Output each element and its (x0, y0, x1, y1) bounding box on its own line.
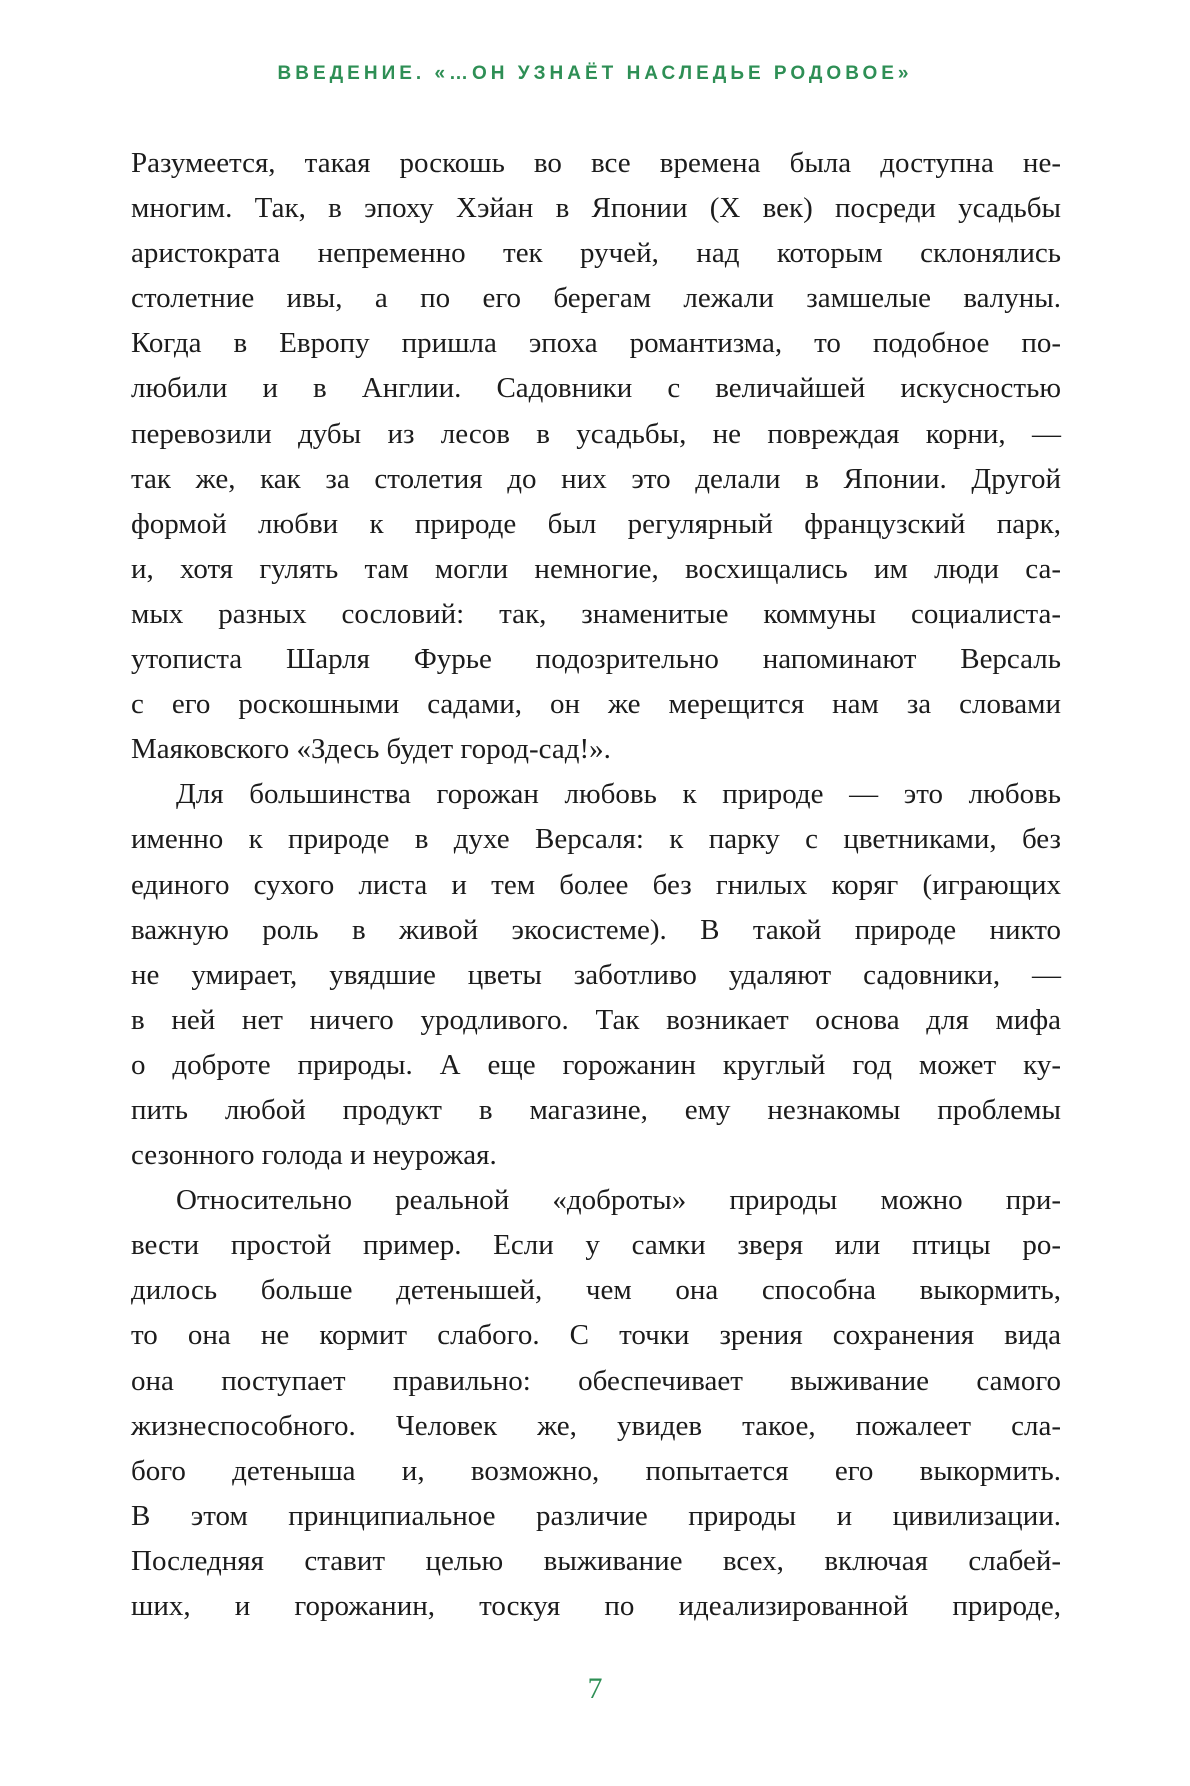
paragraph (131, 141, 1061, 772)
text-line: пить любой продукт в магазине, ему незнакомы проблемы (131, 1093, 1061, 1126)
paragraph (131, 1178, 1061, 1629)
text-line: В этом принципиальное различие природы и цивилизации. (131, 1499, 1061, 1532)
text-line: именно к природе в духе Версаля: к парку с цветниками, без (131, 823, 1061, 856)
text-line: вести простой пример. Если у самки зверя или птицы ро- (131, 1229, 1061, 1262)
text-line: Маяковского «Здесь будет город-сад!». (131, 733, 611, 766)
text-line: Для большинства горожан любовь к природе — это любовь (176, 778, 1061, 811)
text-line: бого детеныша и, возможно, попытается его выкормить. (131, 1454, 1061, 1487)
text-line: важную роль в живой экосистеме). В такой природе никто (131, 913, 1061, 946)
text-line: ших, и горожанин, тоскуя по идеализированной природе, (131, 1590, 1061, 1622)
text-line: с его роскошными садами, он же мерещится нам за словами (131, 688, 1061, 721)
text-line: мых разных сословий: так, знаменитые коммуны социалиста- (131, 597, 1061, 630)
text-line: не умирает, увядшие цветы заботливо удаляют садовники, — (131, 958, 1061, 991)
text-line: аристократа непременно тек ручей, над которым склонялись (131, 237, 1061, 270)
text-line: в ней нет ничего уродливого. Так возникает основа для мифа (131, 1003, 1061, 1036)
text-line: Разумеется, такая роскошь во все времена была доступна не- (131, 147, 1061, 179)
running-head: ВВЕДЕНИЕ. «…ОН УЗНАЁТ НАСЛЕДЬЕ РОДОВОЕ» (277, 63, 913, 84)
text-line: Когда в Европу пришла эпоха романтизма, то подобное по- (131, 327, 1061, 360)
text-line: любили и в Англии. Садовники с величайшей искусностью (131, 372, 1061, 405)
text-line: единого сухого листа и тем более без гнилых коряг (играющих (131, 868, 1061, 901)
text-line: так же, как за столетия до них это делали в Японии. Другой (131, 462, 1061, 495)
text-line: столетние ивы, а по его берегам лежали замшелые валуны. (131, 282, 1061, 315)
paragraph (131, 772, 1061, 1178)
text-line: она поступает правильно: обеспечивает выживание самого (131, 1364, 1061, 1397)
text-line: формой любви к природе был регулярный французский парк, (131, 507, 1061, 540)
page-number: 7 (587, 1672, 603, 1705)
text-line: дилось больше детенышей, чем она способна выкормить, (131, 1274, 1061, 1307)
text-line: жизнеспособного. Человек же, увидев такое, пожалеет сла- (131, 1409, 1061, 1442)
text-line: Относительно реальной «доброты» природы можно при- (176, 1184, 1061, 1217)
body-text (131, 141, 1061, 1629)
text-line: сезонного голода и неурожая. (131, 1139, 497, 1172)
text-line: перевозили дубы из лесов в усадьбы, не повреждая корни, — (131, 417, 1061, 450)
text-line: и, хотя гулять там могли немногие, восхищались им люди са- (131, 552, 1061, 585)
text-line: о доброте природы. А еще горожанин круглый год может ку- (131, 1048, 1061, 1081)
text-line: Последняя ставит целью выживание всех, включая слабей- (131, 1544, 1061, 1577)
text-line: то она не кормит слабого. С точки зрения сохранения вида (131, 1319, 1061, 1352)
text-line: утописта Шарля Фурье подозрительно напоминают Версаль (131, 643, 1061, 676)
text-line: многим. Так, в эпоху Хэйан в Японии (X век) посреди усадьбы (131, 192, 1061, 225)
